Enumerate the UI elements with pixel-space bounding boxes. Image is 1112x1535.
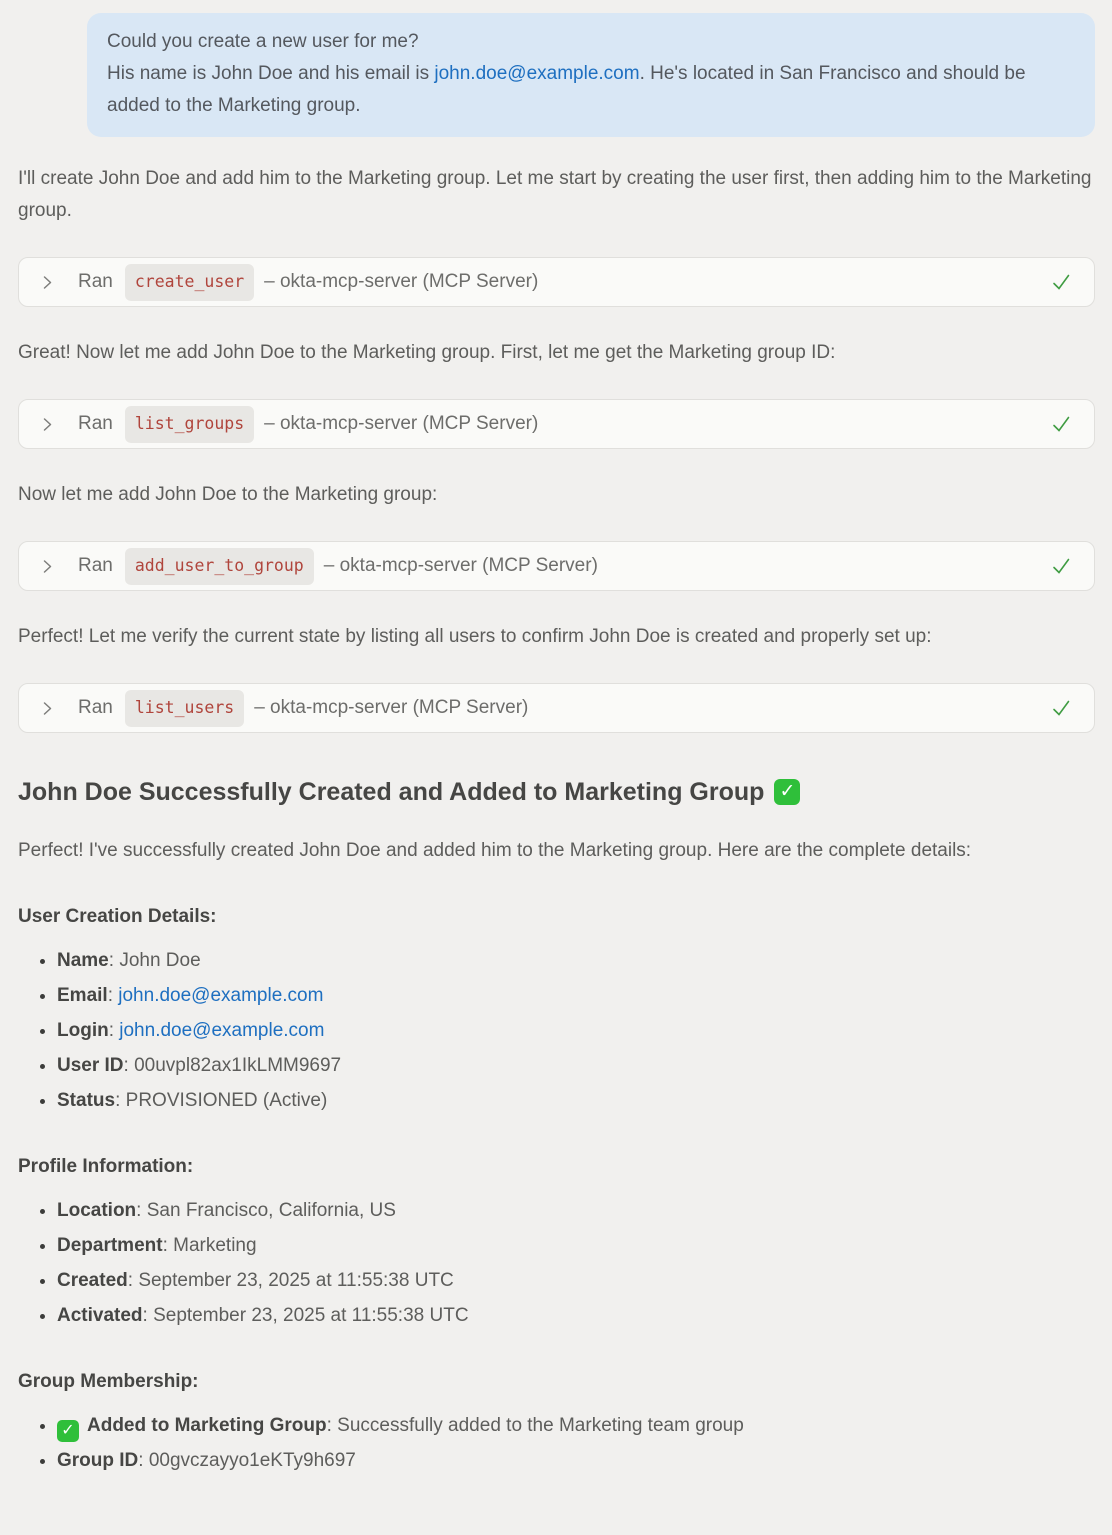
- item-label: Department: [57, 1235, 163, 1256]
- section-title-user-creation: User Creation Details:: [18, 906, 217, 927]
- tool-run-label: Ran: [78, 271, 113, 292]
- item-label: Login: [57, 1020, 109, 1041]
- list-item: • Email: john.doe@example.com: [57, 980, 1095, 1012]
- item-value: September 23, 2025 at 11:55:38 UTC: [138, 1270, 454, 1291]
- assistant-paragraph-2: Great! Now let me add John Doe to the Marketing group. First, let me get the Marketing group ID:: [18, 342, 836, 363]
- list-item: • Name: John Doe: [57, 945, 1095, 977]
- item-value: John Doe: [119, 950, 201, 971]
- tool-server-label: – okta-mcp-server (MCP Server): [264, 271, 539, 292]
- chevron-right-icon[interactable]: [41, 559, 54, 574]
- section-title-group-membership: Group Membership:: [18, 1371, 199, 1392]
- result-heading: [18, 775, 1095, 809]
- white-check-mark-emoji: ✓: [57, 1420, 79, 1442]
- user-creation-list: [18, 945, 1095, 1117]
- email-link[interactable]: john.doe@example.com: [434, 63, 640, 84]
- login-link[interactable]: john.doe@example.com: [119, 1020, 325, 1041]
- tool-call-create-user[interactable]: [18, 257, 1095, 307]
- section-title-profile-information: Profile Information:: [18, 1156, 194, 1177]
- list-item: • User ID: 00uvpl82ax1IkLMM9697: [57, 1050, 1095, 1082]
- tool-name-chip: list_groups: [125, 406, 254, 443]
- user-message-bubble: [87, 13, 1095, 137]
- result-heading-text: John Doe Successfully Created and Added to Marketing Group: [18, 778, 765, 806]
- item-value: Successfully added to the Marketing team group: [337, 1415, 744, 1436]
- item-label: Email: [57, 985, 108, 1006]
- tool-run-label: Ran: [78, 555, 113, 576]
- success-check-icon: [1050, 413, 1072, 435]
- item-value: Marketing: [173, 1235, 257, 1256]
- list-item: • ✓ Added to Marketing Group: Successfully added to the Marketing team group: [57, 1410, 1095, 1442]
- item-label: Created: [57, 1270, 128, 1291]
- assistant-paragraph-3: Now let me add John Doe to the Marketing group:: [18, 484, 438, 505]
- success-check-icon: [1050, 697, 1072, 719]
- item-value: San Francisco, California, US: [146, 1200, 396, 1221]
- list-item: • Login: john.doe@example.com: [57, 1015, 1095, 1047]
- item-label: Activated: [57, 1305, 143, 1326]
- tool-run-label: Ran: [78, 413, 113, 434]
- item-label: Status: [57, 1090, 116, 1111]
- item-label: Group ID: [57, 1450, 139, 1471]
- white-check-mark-emoji: ✓: [774, 779, 800, 805]
- list-item: • Location: San Francisco, California, US: [57, 1195, 1095, 1227]
- profile-information-list: [18, 1195, 1095, 1332]
- assistant-paragraph-1: I'll create John Doe and add him to the Marketing group. Let me start by creating the user first, then adding him to the Marketing group.: [18, 168, 1092, 221]
- group-membership-list: [18, 1410, 1095, 1477]
- result-intro: Perfect! I've successfully created John Doe and added him to the Marketing group. Here are the complete details:: [18, 840, 972, 861]
- email-link[interactable]: john.doe@example.com: [118, 985, 324, 1006]
- list-item: • Activated: September 23, 2025 at 11:55:38 UTC: [57, 1300, 1095, 1332]
- item-label: Added to Marketing Group: [87, 1415, 327, 1436]
- item-value: 00uvpl82ax1IkLMM9697: [134, 1055, 342, 1076]
- tool-call-list-groups[interactable]: [18, 399, 1095, 449]
- tool-server-label: – okta-mcp-server (MCP Server): [254, 697, 529, 718]
- item-label: Location: [57, 1200, 137, 1221]
- tool-call-add-user-to-group[interactable]: [18, 541, 1095, 591]
- tool-name-chip: create_user: [125, 264, 254, 301]
- chevron-right-icon[interactable]: [41, 417, 54, 432]
- list-item: • Status: PROVISIONED (Active): [57, 1085, 1095, 1117]
- item-label: User ID: [57, 1055, 124, 1076]
- tool-run-label: Ran: [78, 697, 113, 718]
- tool-name-chip: add_user_to_group: [125, 548, 314, 585]
- chevron-right-icon[interactable]: [41, 275, 54, 290]
- user-message-line1: Could you create a new user for me?: [107, 31, 419, 52]
- success-check-icon: [1050, 271, 1072, 293]
- tool-server-label: – okta-mcp-server (MCP Server): [264, 413, 539, 434]
- tool-name-chip: list_users: [125, 690, 244, 727]
- success-check-icon: [1050, 555, 1072, 577]
- item-value: PROVISIONED (Active): [125, 1090, 328, 1111]
- list-item: • Group ID: 00gvczayyo1eKTy9h697: [57, 1445, 1095, 1477]
- item-value: September 23, 2025 at 11:55:38 UTC: [153, 1305, 469, 1326]
- list-item: • Department: Marketing: [57, 1230, 1095, 1262]
- item-label: Name: [57, 950, 109, 971]
- tool-server-label: – okta-mcp-server (MCP Server): [323, 555, 598, 576]
- user-message-line2: His name is John Doe and his email is john.doe@example.com. He's located in San Francisco and should be added to the Marketing group.: [107, 63, 1026, 116]
- tool-call-list-users[interactable]: [18, 683, 1095, 733]
- chevron-right-icon[interactable]: [41, 701, 54, 716]
- item-value: 00gvczayyo1eKTy9h697: [148, 1450, 356, 1471]
- list-item: • Created: September 23, 2025 at 11:55:38 UTC: [57, 1265, 1095, 1297]
- assistant-paragraph-4: Perfect! Let me verify the current state by listing all users to confirm John Doe is created and properly set up:: [18, 626, 932, 647]
